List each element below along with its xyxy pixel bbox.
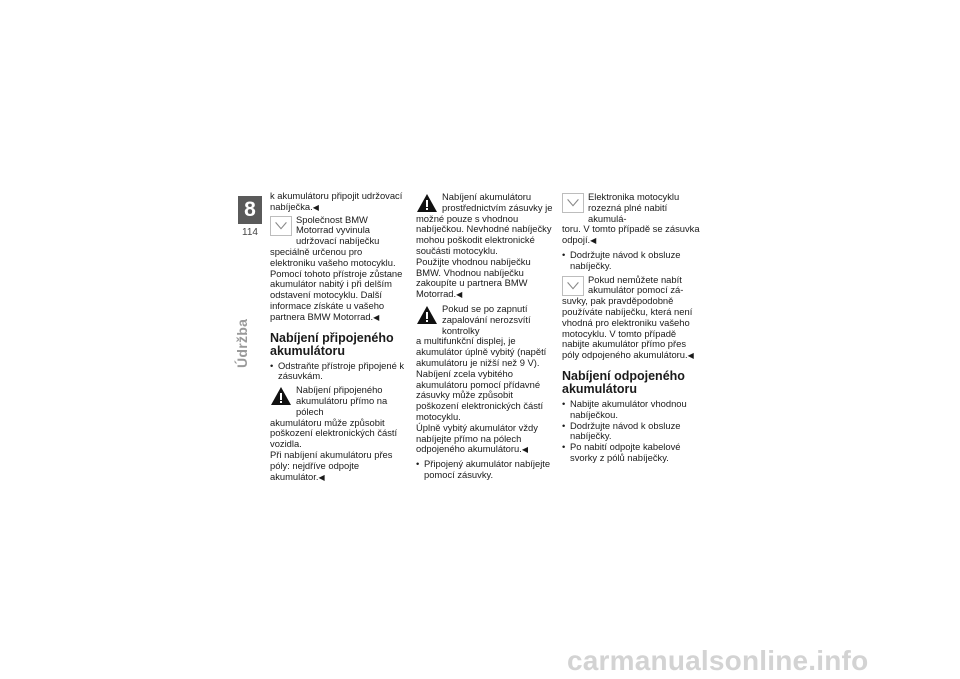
list-item: • Odstraňte přístroje připojené k zásuvkám. bbox=[270, 361, 408, 383]
note-icon bbox=[562, 193, 584, 213]
warning-icon bbox=[270, 386, 292, 406]
warning-block: Nabíjení akumulátoru prostřednictvím zásuvky je bbox=[416, 192, 554, 214]
end-mark-icon: ◀ bbox=[687, 351, 694, 361]
column-2 bbox=[416, 191, 554, 481]
list-item: • Dodržujte návod k obsluze nabíječky. bbox=[562, 250, 700, 272]
list-item: • Nabijte akumulátor vhodnou nabíječkou. bbox=[562, 399, 700, 421]
column-1 bbox=[270, 191, 408, 483]
note-icon bbox=[562, 276, 584, 296]
section-heading: Nabíjení připojeného akumulátoru bbox=[270, 330, 394, 358]
bullet-list bbox=[562, 250, 700, 272]
warning-icon bbox=[416, 193, 438, 213]
end-mark-icon: ◀ bbox=[521, 445, 528, 455]
warning-block: Nabíjení připojeného akumulátoru přímo na pólech bbox=[270, 385, 408, 417]
bullet-list bbox=[562, 399, 700, 464]
warning-icon bbox=[416, 305, 438, 325]
bullet-list bbox=[416, 459, 554, 481]
end-mark-icon: ◀ bbox=[456, 290, 463, 300]
end-mark-icon: ◀ bbox=[590, 236, 597, 246]
column-3 bbox=[562, 191, 700, 464]
note-block: Společnost BMW Motorrad vyvinula udržovací nabíječku bbox=[270, 215, 408, 247]
chapter-number: 8 bbox=[238, 196, 262, 224]
chapter-marker bbox=[238, 196, 262, 238]
paragraph: k akumulátoru připojit udržovací nabíječka.◀ bbox=[270, 190, 403, 212]
section-label bbox=[234, 278, 254, 368]
page-number: 114 bbox=[242, 227, 258, 238]
paragraph: akumulátoru může způsobit poškození elektronických částí vozidla. bbox=[270, 416, 398, 450]
end-mark-icon: ◀ bbox=[312, 202, 319, 212]
section-label-text: Údržba bbox=[234, 318, 250, 368]
bullet-list bbox=[270, 361, 408, 383]
paragraph: Při nabíjení akumulátoru přes póly: nejdříve odpojte akumulátor.◀ bbox=[270, 448, 393, 482]
end-mark-icon: ◀ bbox=[318, 472, 325, 482]
paragraph: Použijte vhodnou nabíječku BMW. Vhodnou nabíječku zakoupíte u partnera BMW Motorrad.◀ bbox=[416, 255, 531, 300]
watermark: carmanualsonline.info bbox=[567, 645, 869, 676]
paragraph: speciálně určenou pro elektroniku vašeho motocyklu. Pomocí tohoto přístroje zůstane akumulátor nabitý i při delším odstavení motocyklu. Další informace získáte u vašeho partnera BMW Motorrad.◀ bbox=[270, 245, 403, 322]
paragraph: možné pouze s vhodnou nabíječkou. Nevhodné nabíječky mohou poškodit elektronické součásti motocyklu. bbox=[416, 212, 552, 256]
paragraph: toru. V tomto případě se zásuvka odpojí.◀ bbox=[562, 223, 700, 246]
end-mark-icon: ◀ bbox=[373, 312, 380, 322]
paragraph: Úplně vybitý akumulátor vždy nabíjejte přímo na pólech odpojeného akumulátoru.◀ bbox=[416, 421, 538, 455]
warning-block: Pokud se po zapnutí zapalování nerozsvítí kontrolky bbox=[416, 304, 554, 336]
paragraph: a multifunkční displej, je akumulátor úplně vybitý (napětí akumulátoru je nižší než 9 V). Nabíjení zcela vybitého akumulátoru pomocí přídavné zásuvky může způsobit poškození elektronických částí motocyklu. bbox=[416, 335, 547, 422]
list-item: • Dodržujte návod k obsluze nabíječky. bbox=[562, 421, 700, 443]
note-icon bbox=[270, 216, 292, 236]
list-item: • Po nabití odpojte kabelové svorky z pólů nabíječky. bbox=[562, 442, 700, 464]
paragraph: suvky, pak pravděpodobně používáte nabíječku, která není vhodná pro elektroniku vašeho motocyklu. V tomto případě nabijte akumulátor přímo přes póly odpojeného akumulátoru.◀ bbox=[562, 295, 694, 361]
note-block: Pokud nemůžete nabít akumulátor pomocí zá- bbox=[562, 275, 700, 297]
list-item: • Připojený akumulátor nabíjejte pomocí zásuvky. bbox=[416, 459, 554, 481]
section-heading: Nabíjení odpojeného akumulátoru bbox=[562, 368, 685, 396]
note-block: Elektronika motocyklu rozezná plné nabití akumulá- bbox=[562, 192, 700, 224]
